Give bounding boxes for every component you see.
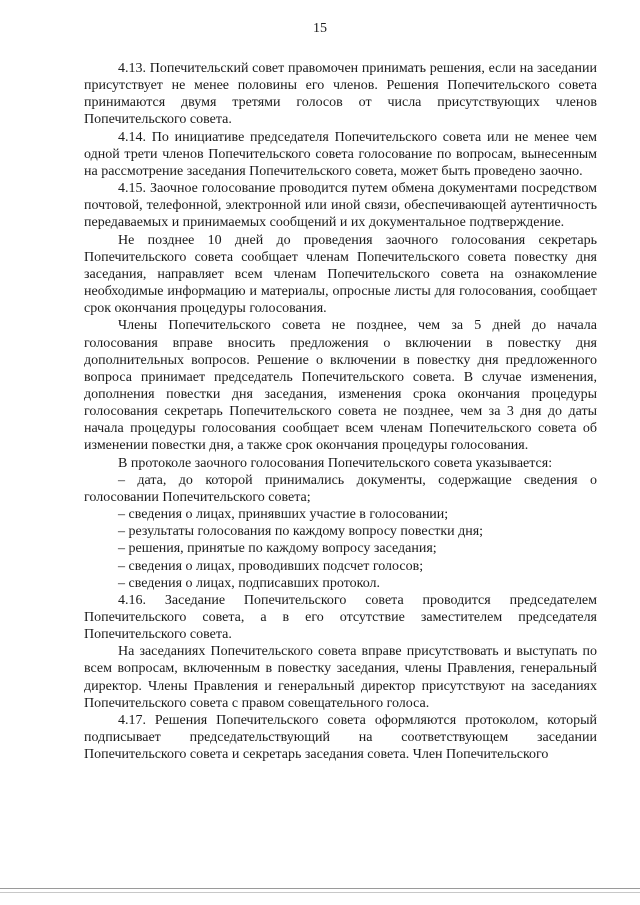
list-item: – решения, принятые по каждому вопросу заседания;	[118, 541, 437, 557]
page-number: 15	[313, 21, 327, 36]
paragraph-4-16: 4.16. Заседание Попечительского совета проводится председателем Попечительского совета, а в его отсутствие заместителем председателя Попечительского совета.	[84, 592, 597, 643]
document-body	[84, 60, 597, 763]
paragraph-protocol-intro: В протоколе заочного голосования Попечительского совета указывается:	[118, 455, 553, 471]
bottom-divider-faint	[0, 892, 640, 893]
list-item: – сведения о лицах, принявших участие в голосовании;	[118, 507, 449, 523]
paragraph-agenda-notice: Не позднее 10 дней до проведения заочного голосования секретарь Попечительского совета сообщает членам Попечительского совета повестку дня заседания, направляет всем членам Попечительского совета на ознакомление необходимые информацию и материалы, опросные листы для голосования, сообщает срок окончания процедуры голосования.	[84, 232, 597, 317]
paragraph-4-14: 4.14. По инициативе председателя Попечительского совета или не менее чем одной трети членов Попечительского совета голосование по вопросам, вынесенным на рассмотрение заседания Попечительского совета, может быть проведено заочно.	[84, 129, 597, 179]
paragraph-4-17: 4.17. Решения Попечительского совета оформляются протоколом, который подписывает председательствующий на соответствующем заседании Попечительского совета и секретарь заседания совета. Член Попечительского	[84, 712, 597, 763]
list-item: – сведения о лицах, подписавших протокол.	[118, 575, 381, 591]
bottom-divider	[0, 888, 640, 889]
paragraph-4-13: 4.13. Попечительский совет правомочен принимать решения, если на заседании присутствует не менее половины его членов. Решения Попечительского совета принимаются двумя третями голосов от числа присутствующих членов Попечительского совета.	[84, 61, 597, 128]
list-item: – дата, до которой принимались документы, содержащие сведения о голосовании Попечительского совета;	[84, 472, 597, 505]
paragraph-meeting-attendance: На заседаниях Попечительского совета вправе присутствовать и выступать по всем вопросам, включенным в повестку заседания, члены Правления, генеральный директор. Члены Правления и генеральный директор присутствуют на заседаниях Попечительского совета с правом совещательного голоса.	[84, 644, 597, 711]
paragraph-agenda-proposals: Члены Попечительского совета не позднее, чем за 5 дней до начала голосования вправе вносить предложения о включении в повестку дня дополнительных вопросов. Решение о включении в повестку дня предложенного вопроса принимает председатель Попечительского совета. В случае изменения, дополнения повестки дня заседания, изменения срока окончания процедуры голосования секретарь Попечительского совета не позднее, чем за 3 дня до даты начала процедуры голосования сообщает всем членам Попечительского совета об изменении повестки дня, а также срок окончания процедуры голосования.	[84, 318, 597, 454]
list-item: – результаты голосования по каждому вопросу повестки дня;	[118, 524, 484, 540]
list-item: – сведения о лицах, проводивших подсчет голосов;	[118, 558, 424, 574]
paragraph-4-15: 4.15. Заочное голосование проводится путем обмена документами посредством почтовой, телефонной, электронной или иной связи, обеспечивающей аутентичность передаваемых и принимаемых сообщений и их документальное подтверждение.	[84, 181, 597, 231]
